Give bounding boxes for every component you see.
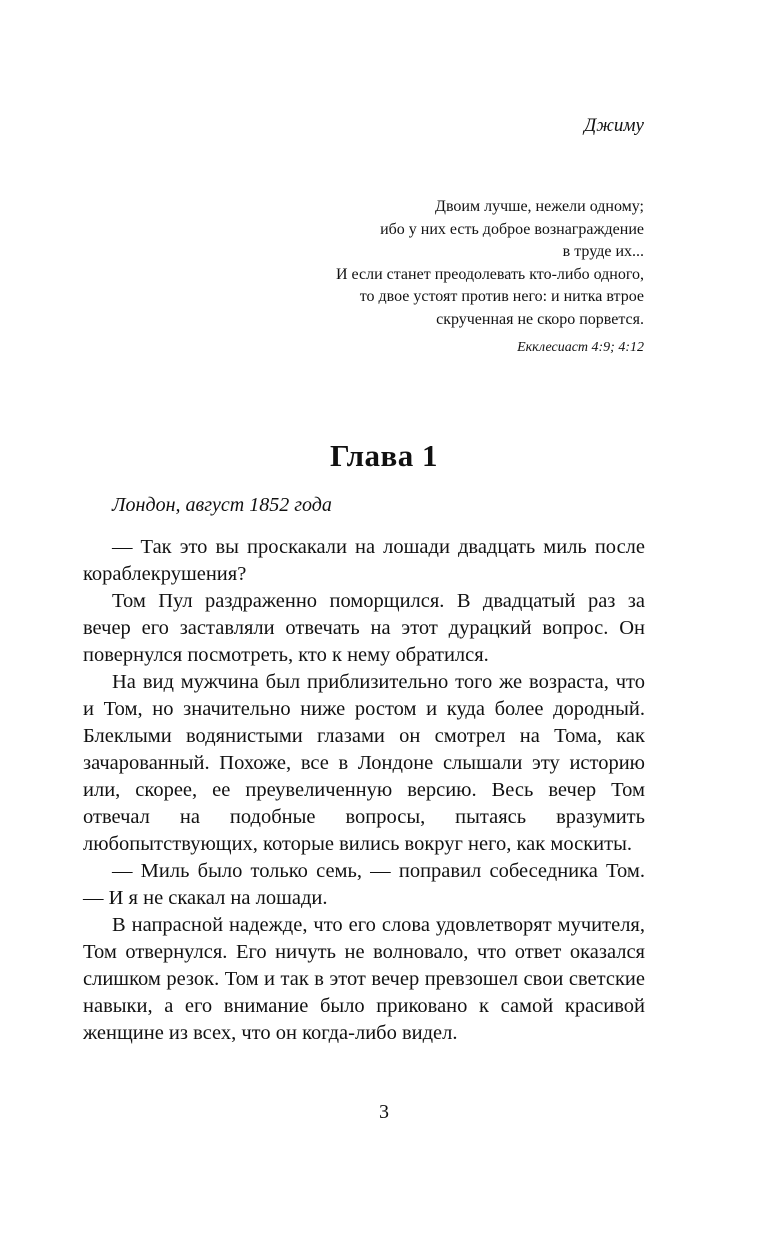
epigraph-source: Екклесиаст 4:9; 4:12 — [517, 340, 644, 355]
epigraph-line: ибо у них есть доброе вознаграждение — [380, 220, 644, 238]
paragraph: Том Пул раздраженно поморщился. В двадцатый раз за вечер его заставляли отвечать на этот дурацкий вопрос. Он повернулся посмотреть, кто к нему обратился. — [83, 590, 645, 666]
paragraph: — Миль было только семь, — поправил собеседника Том. — И я не скакал на лошади. — [83, 860, 645, 909]
epigraph-line: в труде их... — [562, 243, 644, 260]
chapter-body — [83, 534, 645, 1047]
chapter-place-date: Лондон, август 1852 года — [112, 494, 332, 516]
epigraph-line: то двое устоят против него: и нитка втрое — [359, 288, 644, 305]
paragraph: В напрасной надежде, что его слова удовлетворят мучителя, Том отвернулся. Его ничуть не волновало, что ответ оказался слишком резок. Том и так в этот вечер превзошел свои светские навыки, а его внимание было приковано к самой красивой женщине из всех, что он когда-либо видел. — [83, 914, 645, 1044]
epigraph — [224, 196, 644, 360]
paragraph: На вид мужчина был приблизительно того же возраста, что и Том, но значительно ниже ростом и куда более дородный. Блеклыми водянистыми глазами он смотрел на Тома, как зачарованный. Похоже, все в Лондоне слышали эту историю или, скорее, ее преувеличенную версию. Весь вечер Том отвечал на подобные вопросы, пытаясь вразумить любопытствующих, которые вились вокруг него, как москиты. — [83, 671, 645, 855]
epigraph-line: И если станет преодолевать кто-либо одного, — [335, 265, 644, 283]
chapter-title: Глава 1 — [329, 438, 439, 473]
epigraph-line: Двоим лучше, нежели одному; — [435, 198, 644, 215]
paragraph: — Так это вы проскакали на лошади двадцать миль после кораблекрушения? — [83, 536, 645, 585]
dedication: Джиму — [584, 115, 644, 136]
page-number: 3 — [379, 1101, 389, 1123]
epigraph-line: скрученная не скоро порвется. — [436, 310, 644, 328]
